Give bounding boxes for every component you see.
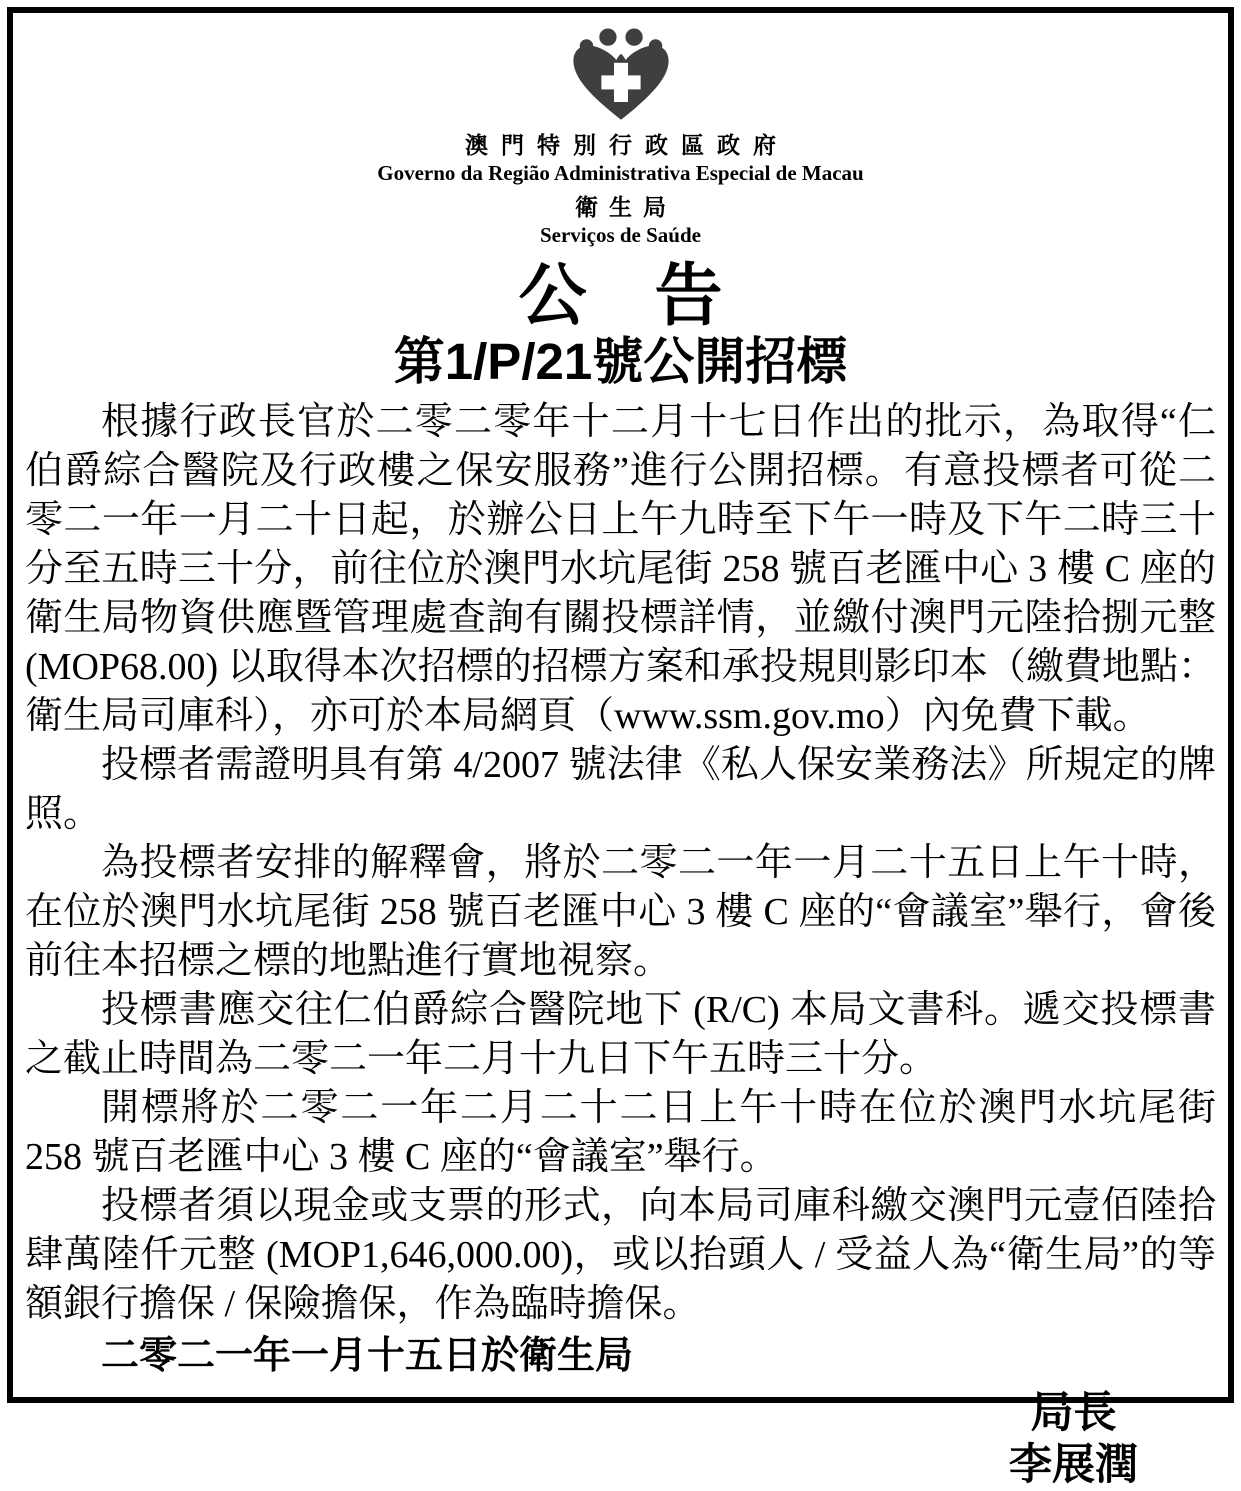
- government-name-chinese: 澳門特別行政區政府: [465, 133, 789, 158]
- paragraph-tender-intro: 根據行政長官於二零二零年十二月十七日作出的批示，為取得“仁伯爵綜合醫院及行政樓之保安服務”進行公開招標。有意投標者可從二零二一年一月二十日起，於辦公日上午九時至下午一時及下午二時三十分至五時三十分，前往位於澳門水坑尾街 258 號百老匯中心 3 樓 C 座的衛生局物資供應暨管理處查詢有關投標詳情，並繳付澳門元陸拾捌元整 (MOP68.00) 以取得本次招標的招標方案和承投規則影印本（繳費地點：衛生局司庫科），亦可於本局網頁（www.ssm.gov.mo）內免費下載。: [25, 401, 1216, 737]
- date-line: 二零二一年一月十五日於衛生局: [101, 1335, 634, 1377]
- paragraph-licence-requirement: 投標者需證明具有第 4/2007 號法律《私人保安業務法》所規定的牌照。: [25, 744, 1216, 835]
- paragraph-deposit-requirement: 投標者須以現金或支票的形式，向本局司庫科繳交澳門元壹佰陸拾肆萬陸仟元整 (MOP1,646,000.00)，或以抬頭人 / 受益人為“衛生局”的等額銀行擔保 / 保險擔保，作為臨時擔保。: [25, 1185, 1216, 1325]
- health-bureau-logo-icon: [25, 19, 1216, 123]
- government-name-portuguese: Governo da Região Administrativa Especial de Macau: [377, 161, 864, 185]
- paragraph-briefing-session: 為投標者安排的解釋會，將於二零二一年一月二十五日上午十時，在位於澳門水坑尾街 258 號百老匯中心 3 樓 C 座的“會議室”舉行，會後前往本招標之標的地點進行實地視察。: [25, 842, 1216, 982]
- department-name-portuguese: Serviços de Saúde: [539, 223, 701, 247]
- letterhead: [25, 19, 1216, 248]
- paragraph-bid-opening: 開標將於二零二一年二月二十二日上午十時在位於澳門水坑尾街 258 號百老匯中心 3 樓 C 座的“會議室”舉行。: [25, 1087, 1216, 1178]
- signature-row: [25, 1387, 1216, 1491]
- signer-title: 局長: [1030, 1389, 1117, 1437]
- signature-block: [1009, 1387, 1138, 1491]
- department-name-chinese: 衛生局: [575, 195, 677, 220]
- tender-number-subtitle: 第1/P/21號公開招標: [393, 333, 848, 390]
- signer-name: 李展潤: [1009, 1441, 1138, 1489]
- paragraph-submission-deadline: 投標書應交往仁伯爵綜合醫院地下 (R/C) 本局文書科。遞交投標書之截止時間為二零二一年二月十九日下午五時三十分。: [25, 989, 1216, 1080]
- notice-title: 公 告: [518, 258, 723, 334]
- notice-body: [25, 398, 1216, 1329]
- notice-page-border: [7, 7, 1234, 1489]
